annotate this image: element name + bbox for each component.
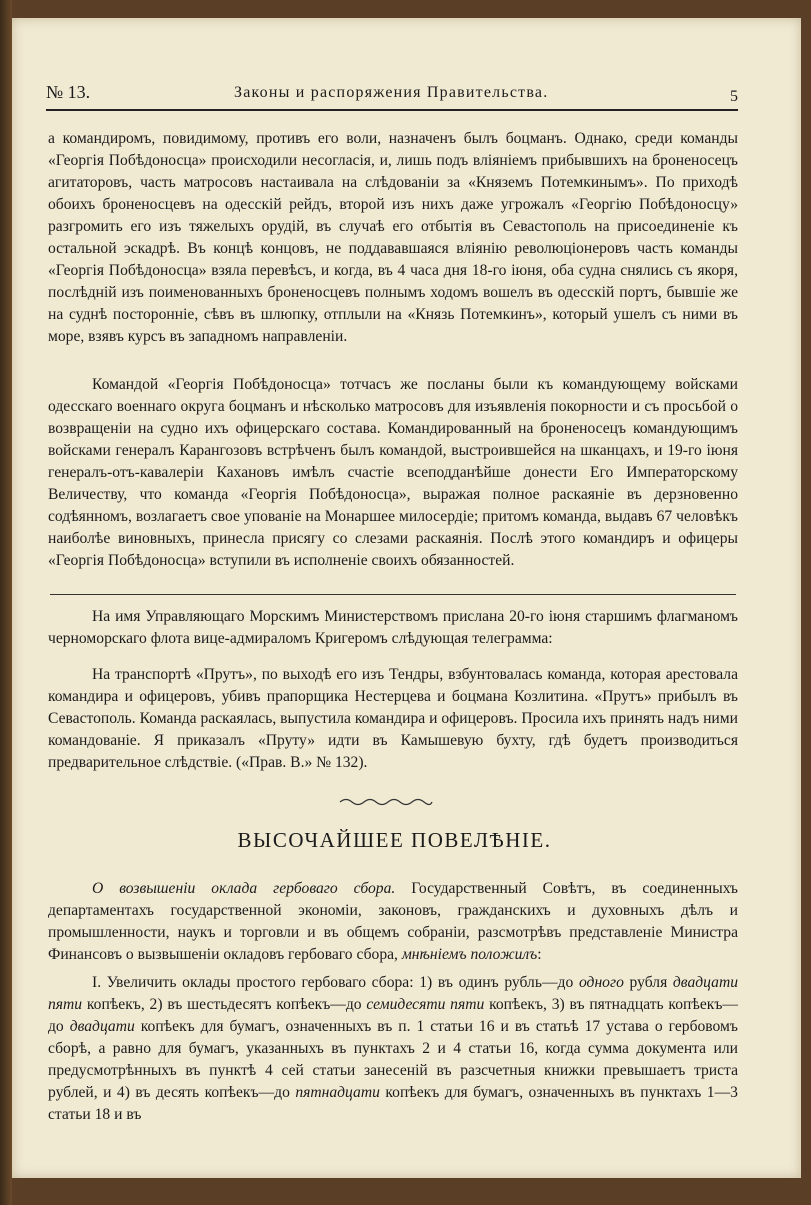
italic-amount: семидесяти пяти [366,996,485,1013]
text-span: копѣекъ для бумагъ, означенныхъ въ пунктахъ 1—3 статьи 18 и въ [48,1084,738,1123]
running-title: Законы и распоряжения Правительства. [234,84,549,101]
paragraph-decree-intro [48,878,738,966]
issue-number: № 13. [46,82,91,102]
paragraph-text: На транспортѣ «Прутъ», по выходѣ его изъ Тендры, взбунтовалась команда, которая арестовала командира и офицеровъ, убивъ прапорщика Нестерцева и боцмана Козлитина. «Прутъ» прибылъ въ Севастополь. Команда раскаялась, выпустила командира и офицеровъ. Просила ихъ принять надъ ними командованіе. Я приказалъ «Пруту» идти въ Камышевую бухту, гдѣ будетъ производиться предварительное слѣдствіе. («Прав. В.» № 132). [48,666,738,771]
paragraph-telegram-text [48,664,738,774]
book-spine-edge [0,0,12,1205]
section-divider [50,594,736,595]
running-header [46,82,738,112]
text-span: : [537,946,542,963]
text-span: копѣекъ, 3) въ пятнадцать копѣекъ—до [48,996,738,1035]
paragraph-decree-item-1 [48,972,738,1126]
text-span: I. Увеличить оклады простого гербоваго сбора: 1) въ одинъ рубль—до [92,974,579,991]
paragraph-text: а командиромъ, повидимому, противъ его воли, назначенъ былъ боцманъ. Однако, среди команды «Георгія Побѣдоносца» происходили несогласія, и, лишь подъ вліяніемъ прибывшихъ на броненосецъ агитаторовъ, часть матросовъ настаивала на слѣдованіи за «Княземъ Потемкинымъ». По приходѣ обоихъ броненосцевъ на одесскій рейдъ, второй изъ нихъ даже угрожалъ «Георгію Побѣдоносцу» разгромить его изъ тяжелыхъ орудій, въ случаѣ его отбытія въ Севастополь на присоединеніе къ остальной эскадрѣ. Въ концѣ концовъ, не поддававшаяся вліянію революціонеровъ часть команды «Георгія Побѣдоносца» взяла перевѣсъ, и когда, въ 4 часа дня 18-го іюня, оба судна снялись съ якоря, послѣдній изъ поименованныхъ броненосцевъ полнымъ ходомъ вошелъ въ одесскій портъ, бывшіе же на суднѣ посторонніе, сѣвъ въ шлюпку, отплыли на «Князь Потемкинъ», который ушелъ съ ними въ море, взявъ курсъ въ западномъ направленіи. [48,130,738,345]
italic-resolution: мнѣніемъ положилъ [401,946,538,963]
paragraph-text: Командой «Георгія Побѣдоносца» тотчасъ же посланы были къ командующему войсками одесскаго военнаго округа боцманъ и нѣсколько матросовъ для изъявленія покорности и съ просьбой о возвращеніи на судно ихъ офицерскаго состава. Командированный на броненосецъ командующимъ войсками генералъ Карангозовъ встрѣченъ былъ командой, выстроившейся на шканцахъ, и 19-го іюня генералъ-отъ-кавалеріи Кахановъ имѣлъ счастіе всеподданѣйше донести Его Императорскому Величеству, что команда «Георгія Побѣдоносца», выражая полное раскаяніе въ дерзновенно содѣянномъ, возлагаетъ свое упованіе на Монаршее милосердіе; притомъ команда, выдавъ 67 человѣкъ наиболѣе виновныхъ, принесла присягу со слезами раскаянія. Послѣ этого командиръ и офицеры «Георгія Побѣдоносца» вступили въ исполненіе своихъ обязанностей. [48,376,738,569]
italic-amount: двадцати пяти [48,974,738,1013]
italic-amount: одного [578,974,624,991]
text-span: копѣекъ, 2) въ шестьдесятъ копѣекъ—до [82,996,367,1013]
page-number: 5 [730,88,738,105]
paragraph-text [48,878,738,966]
section-heading: ВЫСОЧАЙШЕЕ ПОВЕЛѢНІЕ. [237,828,552,852]
italic-amount: двадцати [69,1018,135,1035]
paragraph-telegram-intro [48,606,738,650]
scan-background [12,0,811,18]
italic-amount: пятнадцати [295,1084,380,1101]
paragraph-pobedonosets [48,374,738,572]
header-rule [46,109,738,111]
paragraph-text: На имя Управляющаго Морскимъ Министерствомъ прислана 20-го іюня старшимъ флагманомъ черноморскаго флота вице-адмираломъ Кригеромъ слѣдующая телеграмма: [48,608,738,647]
ornamental-squiggle [338,796,434,808]
text-span: рубля [623,974,673,991]
paragraph-continuation [48,128,738,348]
paragraph-text [48,972,738,1126]
italic-subject: О возвышеніи оклада гербоваго сбора. [92,880,396,897]
text-span: Государственный Совѣтъ, въ соединенныхъ департаментахъ государственной экономіи, законовъ, гражданскихъ и духовныхъ дѣлъ и промышленности, наукъ и торговли и въ общемъ собраніи, разсмотрѣвъ представленіе Министра Финансовъ о вызвышеніи окладовъ гербоваго сбора, [48,880,738,963]
text-span: копѣекъ для бумагъ, означенныхъ въ п. 1 статьи 16 и въ статьѣ 17 устава о гербовомъ сборѣ, а равно для бумагъ, указанныхъ въ пунктахъ 2 и 4 статьи 16, когда сумма документа или предусмотрѣнныхъ въ пунктѣ 4 сей статьи занесеній въ разсчетныя книжки превышаетъ триста рублей, и 4) въ десять копѣекъ—до [48,1018,738,1101]
